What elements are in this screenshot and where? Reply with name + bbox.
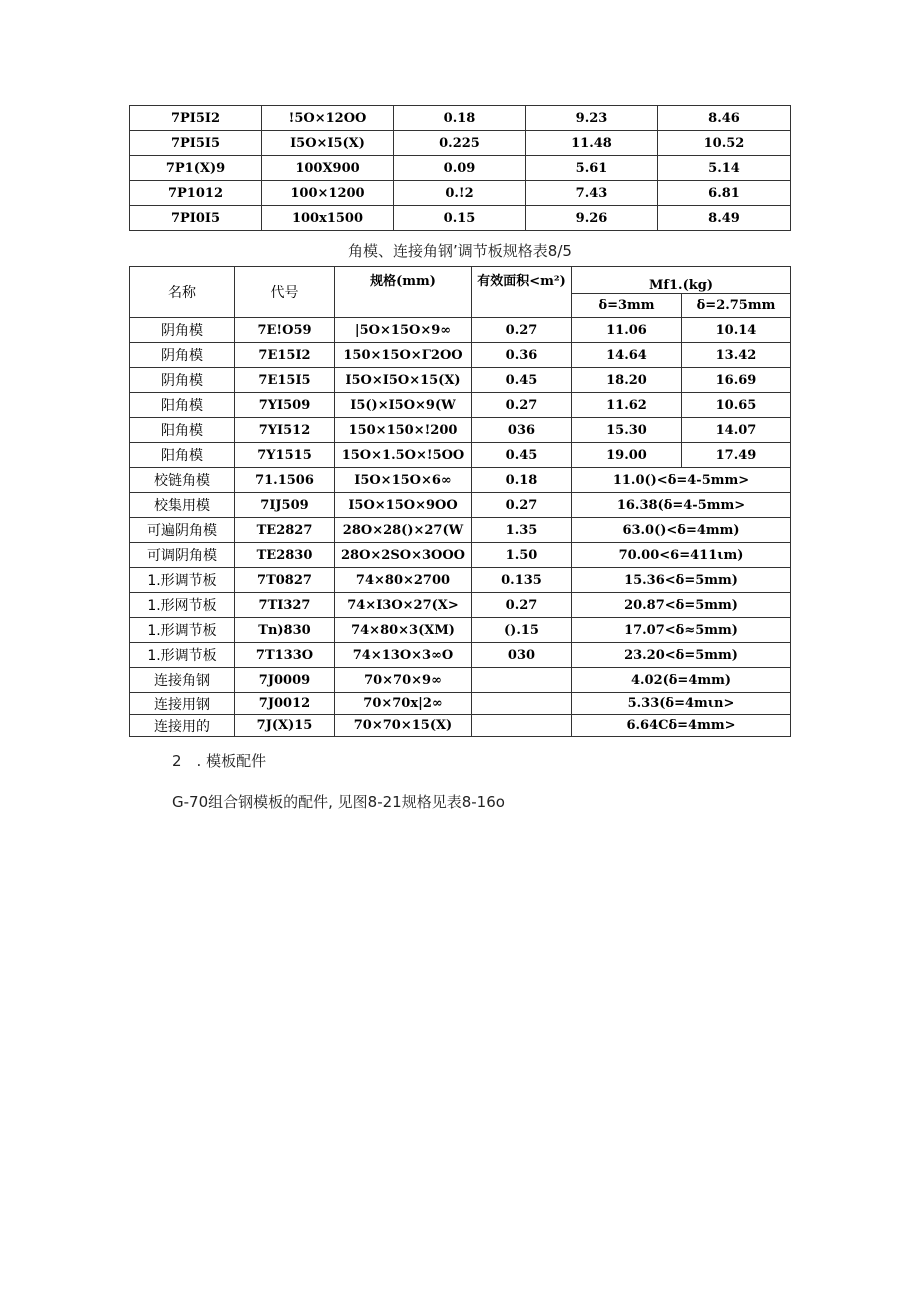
header-name: 名称 [130, 267, 235, 318]
cell-mm: 23.20<δ=5mm) [572, 643, 791, 668]
table-row [130, 443, 791, 468]
table-cell: 6.81 [658, 181, 791, 206]
cell-spec: 74×13O×3∞O [335, 643, 472, 668]
table-cell: 5.14 [658, 156, 791, 181]
cell-area: 0.27 [472, 393, 572, 418]
cell-area: 0.18 [472, 468, 572, 493]
table-cell: 7.43 [526, 181, 658, 206]
body-paragraph: G-70组合钢模板的配件, 见图8-21规格见表8-16o [172, 793, 505, 811]
cell-code: TE2830 [235, 543, 335, 568]
cell-area [472, 693, 572, 715]
cell-mm: 20.87<δ=5mm) [572, 593, 791, 618]
cell-spec: I5()×I5O×9(W [335, 393, 472, 418]
cell-code: 71.1506 [235, 468, 335, 493]
cell-area: 030 [472, 643, 572, 668]
cell-m1: 18.20 [572, 368, 682, 393]
table-row [130, 318, 791, 343]
cell-spec: |5O×15O×9∞ [335, 318, 472, 343]
cell-spec: I5O×15O×6∞ [335, 468, 472, 493]
cell-name: 校链角模 [130, 468, 235, 493]
table-cell: 10.52 [658, 131, 791, 156]
cell-area: 0.45 [472, 443, 572, 468]
cell-area: 1.50 [472, 543, 572, 568]
table-row [130, 156, 791, 181]
cell-code: 7J0012 [235, 693, 335, 715]
cell-name: 阴角模 [130, 343, 235, 368]
cell-code: 7E15I2 [235, 343, 335, 368]
cell-name: 1.形调节板 [130, 568, 235, 593]
cell-area: ().15 [472, 618, 572, 643]
cell-spec: 150×150×!200 [335, 418, 472, 443]
table-cell: 0.18 [394, 106, 526, 131]
cell-code: Tn)830 [235, 618, 335, 643]
cell-spec: 28O×2SO×3OOO [335, 543, 472, 568]
table-row [130, 393, 791, 418]
cell-area [472, 668, 572, 693]
table-row [130, 343, 791, 368]
cell-mm: 6.64Cδ=4mm> [572, 715, 791, 737]
table-row [130, 181, 791, 206]
cell-name: 阴角模 [130, 368, 235, 393]
table-row [130, 543, 791, 568]
table-cell: 100x1500 [262, 206, 394, 231]
cell-spec: 74×80×3(XM) [335, 618, 472, 643]
cell-code: 7YI512 [235, 418, 335, 443]
table-cell: 9.26 [526, 206, 658, 231]
cell-m2: 16.69 [682, 368, 791, 393]
cell-code: TE2827 [235, 518, 335, 543]
cell-spec: 15O×1.5O×!5OO [335, 443, 472, 468]
table-row [130, 518, 791, 543]
cell-mm: 15.36<δ=5mm) [572, 568, 791, 593]
cell-name: 可调阴角模 [130, 543, 235, 568]
table-cell: 0.15 [394, 206, 526, 231]
cell-code: 7E!O59 [235, 318, 335, 343]
header-delta-3: δ=3mm [572, 294, 682, 318]
cell-spec: 74×I3O×27(X> [335, 593, 472, 618]
cell-code: 7TI327 [235, 593, 335, 618]
table-cell: 7P1(X)9 [130, 156, 262, 181]
table-cell: 7PI0I5 [130, 206, 262, 231]
table-row [130, 593, 791, 618]
cell-m2: 10.65 [682, 393, 791, 418]
cell-m2: 17.49 [682, 443, 791, 468]
cell-name: 1.形调节板 [130, 643, 235, 668]
cell-m1: 11.06 [572, 318, 682, 343]
table-caption: 角模、连接角钢’调节板规格表8/5 [348, 242, 572, 260]
table-row [130, 206, 791, 231]
cell-mm: 70.00<6=411ιm) [572, 543, 791, 568]
cell-mm: 63.0()<δ=4mm) [572, 518, 791, 543]
cell-area: 0.27 [472, 493, 572, 518]
header-area: 有效面积<m²) [472, 267, 572, 318]
cell-area: 0.36 [472, 343, 572, 368]
table-cell: 100X900 [262, 156, 394, 181]
table-cell: 0.225 [394, 131, 526, 156]
cell-code: 7E15I5 [235, 368, 335, 393]
table-cell: I5O×I5(X) [262, 131, 394, 156]
cell-m1: 14.64 [572, 343, 682, 368]
cell-area: 0.27 [472, 318, 572, 343]
header-code: 代号 [235, 267, 335, 318]
cell-spec: 70×70×9∞ [335, 668, 472, 693]
cell-code: 7J(X)15 [235, 715, 335, 737]
table-cell: 7P1012 [130, 181, 262, 206]
table-row [130, 418, 791, 443]
cell-area: 0.45 [472, 368, 572, 393]
cell-m1: 11.62 [572, 393, 682, 418]
table-cell: 7PI5I2 [130, 106, 262, 131]
cell-spec: 74×80×2700 [335, 568, 472, 593]
cell-mm: 11.0()<δ=4-5mm> [572, 468, 791, 493]
cell-name: 可遍阴角模 [130, 518, 235, 543]
table-row [130, 715, 791, 737]
table-cell: 0.!2 [394, 181, 526, 206]
header-spec: 规格(mm) [335, 267, 472, 318]
cell-m2: 13.42 [682, 343, 791, 368]
cell-mm: 4.02(δ=4mm) [572, 668, 791, 693]
cell-m1: 15.30 [572, 418, 682, 443]
cell-m2: 14.07 [682, 418, 791, 443]
table-row [130, 668, 791, 693]
corner-mold-spec-table [129, 266, 791, 737]
cell-spec: I5O×15O×9OO [335, 493, 472, 518]
table-cell: !5O×12OO [262, 106, 394, 131]
table-row [130, 368, 791, 393]
table-cell: 9.23 [526, 106, 658, 131]
cell-spec: 150×15O×Γ2OO [335, 343, 472, 368]
cell-area: 0.27 [472, 593, 572, 618]
table-cell: 8.49 [658, 206, 791, 231]
cell-code: 7T0827 [235, 568, 335, 593]
cell-area: 1.35 [472, 518, 572, 543]
table-row [130, 693, 791, 715]
header-mass: Mf1.(kg) [572, 267, 791, 294]
cell-code: 7Y1515 [235, 443, 335, 468]
table-row [130, 643, 791, 668]
table-cell: 100×1200 [262, 181, 394, 206]
cell-name: 阳角模 [130, 393, 235, 418]
cell-spec: 70×70×15(X) [335, 715, 472, 737]
cell-name: 校集用模 [130, 493, 235, 518]
cell-m1: 19.00 [572, 443, 682, 468]
table-row [130, 106, 791, 131]
cell-area: 0.135 [472, 568, 572, 593]
cell-m2: 10.14 [682, 318, 791, 343]
cell-code: 7YI509 [235, 393, 335, 418]
table-cell: 0.09 [394, 156, 526, 181]
plate-spec-table [129, 105, 791, 231]
cell-mm: 16.38(δ=4-5mm> [572, 493, 791, 518]
table-cell: 5.61 [526, 156, 658, 181]
table-row [130, 568, 791, 593]
table-cell: 7PI5I5 [130, 131, 262, 156]
section-heading: 2 . 模板配件 [172, 752, 267, 770]
table-row [130, 131, 791, 156]
cell-mm: 17.07<δ≈5mm) [572, 618, 791, 643]
cell-code: 7T133O [235, 643, 335, 668]
cell-name: 1.形调节板 [130, 618, 235, 643]
cell-code: 7IJ509 [235, 493, 335, 518]
cell-area: 036 [472, 418, 572, 443]
cell-name: 连接角钢 [130, 668, 235, 693]
cell-name: 1.形网节板 [130, 593, 235, 618]
cell-name: 连接用钢 [130, 693, 235, 715]
table-row [130, 468, 791, 493]
cell-name: 阳角模 [130, 443, 235, 468]
cell-code: 7J0009 [235, 668, 335, 693]
cell-spec: 28O×28()×27(W [335, 518, 472, 543]
table-row [130, 493, 791, 518]
cell-mm: 5.33(δ=4mιn> [572, 693, 791, 715]
cell-name: 连接用的 [130, 715, 235, 737]
cell-name: 阴角模 [130, 318, 235, 343]
cell-spec: I5O×I5O×15(X) [335, 368, 472, 393]
cell-area [472, 715, 572, 737]
table-cell: 8.46 [658, 106, 791, 131]
cell-spec: 70×70x|2∞ [335, 693, 472, 715]
cell-name: 阳角模 [130, 418, 235, 443]
table-row [130, 618, 791, 643]
table-cell: 11.48 [526, 131, 658, 156]
header-delta-275: δ=2.75mm [682, 294, 791, 318]
